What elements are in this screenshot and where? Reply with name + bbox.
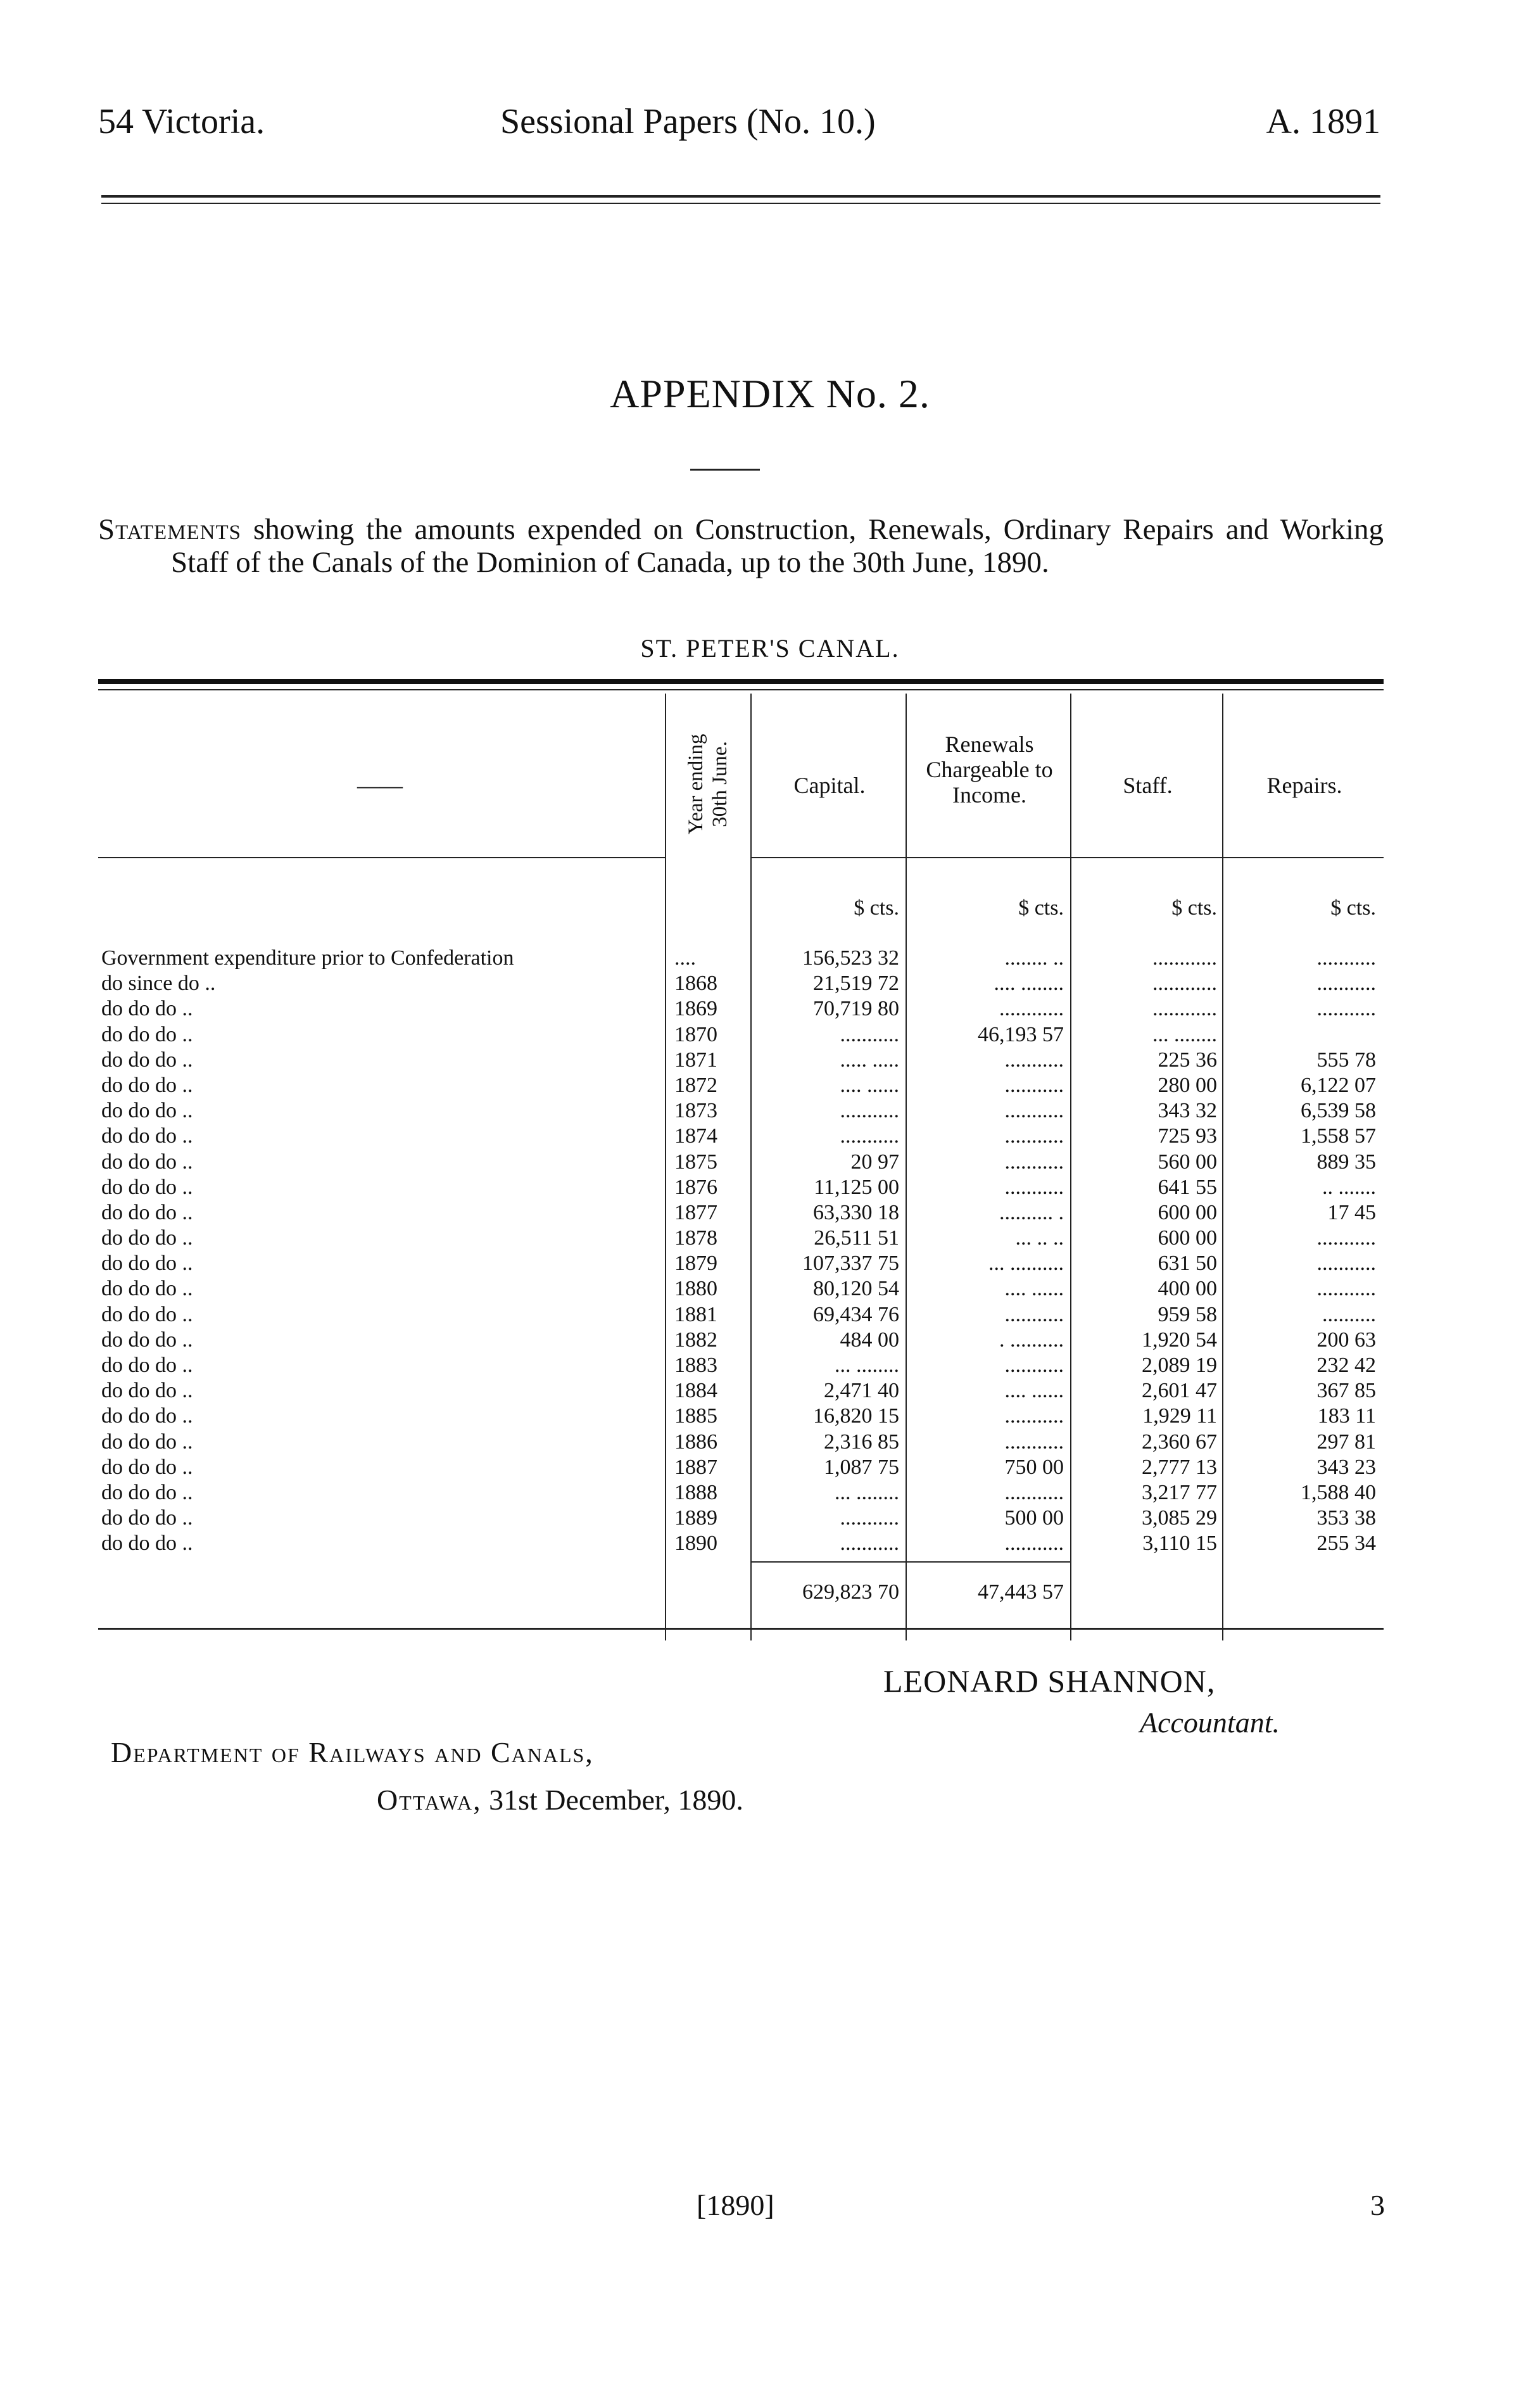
row-staff: 2,089 19 (1142, 1354, 1217, 1377)
row-description: do do do .. (101, 1175, 193, 1199)
table-row (98, 946, 1384, 971)
page-number: 3 (1370, 2189, 1385, 2221)
table-row (98, 1302, 1384, 1328)
row-capital: ... ........ (835, 1354, 899, 1377)
row-year: 1879 (674, 1252, 717, 1276)
table-row (98, 996, 1384, 1022)
row-capital: 80,120 54 (813, 1277, 899, 1301)
row-repairs: 1,558 57 (1301, 1124, 1376, 1148)
row-repairs: 17 45 (1327, 1200, 1376, 1224)
row-year: 1880 (674, 1277, 717, 1301)
row-description: do do do .. (101, 1022, 193, 1046)
row-year: 1884 (674, 1379, 717, 1403)
staff-header: Staff. (1123, 773, 1173, 798)
row-repairs: ........... (1316, 997, 1376, 1021)
row-repairs: 343 23 (1316, 1455, 1376, 1479)
row-repairs: 6,539 58 (1301, 1099, 1376, 1123)
table-row (98, 1022, 1384, 1048)
row-repairs: 353 38 (1316, 1506, 1376, 1530)
row-renewals: .......... . (999, 1200, 1064, 1224)
repairs-unit: $ cts. (1330, 896, 1376, 920)
row-year: 1889 (674, 1506, 717, 1530)
row-staff: 280 00 (1158, 1073, 1217, 1097)
row-capital: 2,316 85 (824, 1430, 899, 1454)
header-left: 54 Victoria. (98, 102, 265, 141)
intro-lead: Statements (98, 513, 241, 546)
signatory-name: LEONARD SHANNON, (883, 1663, 1216, 1699)
row-renewals: ........... (1004, 1099, 1064, 1123)
row-repairs: ........... (1316, 1252, 1376, 1276)
row-description: do do do .. (101, 1379, 193, 1403)
row-renewals: .... ...... (1004, 1277, 1064, 1301)
row-capital: 16,820 15 (813, 1404, 899, 1428)
canal-name: ST. PETER'S CANAL. (640, 634, 900, 663)
row-repairs: 297 81 (1316, 1430, 1376, 1454)
row-description: do do do .. (101, 1302, 193, 1326)
totals-rule (750, 1561, 1070, 1563)
table-row (98, 1480, 1384, 1506)
department-line: Department of Railways and Canals, (111, 1736, 594, 1768)
row-staff: 641 55 (1158, 1175, 1217, 1199)
row-staff: 2,601 47 (1142, 1379, 1217, 1403)
row-staff: 631 50 (1158, 1252, 1217, 1276)
table-row (98, 1124, 1384, 1149)
table-row (98, 1378, 1384, 1404)
header-underline (750, 857, 1384, 858)
row-renewals: ........... (1004, 1302, 1064, 1326)
table-top-rule (98, 679, 1384, 684)
row-renewals: 750 00 (1004, 1455, 1064, 1479)
row-renewals: ........... (1004, 1048, 1064, 1072)
table-row (98, 1073, 1384, 1098)
row-capital: 20 97 (850, 1150, 899, 1174)
row-staff: 1,920 54 (1142, 1328, 1217, 1352)
row-description: do do do .. (101, 1277, 193, 1301)
row-staff: 560 00 (1158, 1150, 1217, 1174)
intro-text: showing the amounts expended on Construction, Renewals, Ordinary Repairs and Working Staff of the Canals of the Dominion of Canada, up to the 30th June, 1890. (171, 513, 1384, 579)
row-capital: 63,330 18 (813, 1200, 899, 1224)
row-description: do do do .. (101, 1455, 193, 1479)
row-description: do do do .. (101, 1073, 193, 1097)
row-description: do do do .. (101, 1480, 193, 1504)
row-year: 1868 (674, 972, 717, 996)
row-year: 1890 (674, 1532, 717, 1556)
row-description: do do do .. (101, 1099, 193, 1123)
row-year: 1881 (674, 1302, 717, 1326)
row-renewals: ........... (1004, 1404, 1064, 1428)
row-repairs: .......... (1322, 1302, 1376, 1326)
row-staff: 725 93 (1158, 1124, 1217, 1148)
row-staff: 959 58 (1158, 1302, 1217, 1326)
capital-total: 629,823 70 (802, 1580, 899, 1604)
row-renewals: ........... (1004, 1150, 1064, 1174)
row-capital: ........... (840, 1532, 899, 1556)
row-repairs: 183 11 (1317, 1404, 1376, 1428)
header-rule-thin (101, 203, 1380, 204)
row-staff: 2,360 67 (1142, 1430, 1217, 1454)
table-row (98, 1506, 1384, 1531)
row-repairs: ........... (1316, 1226, 1376, 1250)
row-capital: ... ........ (835, 1480, 899, 1504)
row-renewals: ... .......... (988, 1252, 1064, 1276)
row-repairs: 367 85 (1316, 1379, 1376, 1403)
row-year: 1878 (674, 1226, 717, 1250)
row-description: do do do .. (101, 1354, 193, 1377)
row-capital: ........... (840, 1099, 899, 1123)
row-year: 1887 (674, 1455, 717, 1479)
row-description: Government expenditure prior to Confederation (101, 946, 514, 970)
table-row (98, 1276, 1384, 1302)
signatory-title: Accountant. (1140, 1706, 1280, 1739)
renewals-unit: $ cts. (1018, 896, 1064, 920)
row-year: 1869 (674, 997, 717, 1021)
row-repairs: ........... (1316, 1277, 1376, 1301)
row-description: do do do .. (101, 1404, 193, 1428)
row-description: do do do .. (101, 1328, 193, 1352)
row-renewals: ........... (1004, 1532, 1064, 1556)
intro-paragraph (98, 513, 1384, 579)
header-rule (101, 195, 1380, 198)
table-row (98, 1404, 1384, 1429)
row-staff: 1,929 11 (1142, 1404, 1217, 1428)
row-repairs: 232 42 (1316, 1354, 1376, 1377)
header-right: A. 1891 (1266, 102, 1380, 141)
renewals-header: Renewals Chargeable to Income. (926, 732, 1053, 808)
header-underline (98, 857, 665, 858)
table-row (98, 1531, 1384, 1556)
row-year: .... (674, 946, 696, 970)
table-row (98, 1430, 1384, 1455)
table-body (98, 946, 1384, 1557)
place-date: 31st December, 1890. (489, 1784, 743, 1816)
row-staff: 400 00 (1158, 1277, 1217, 1301)
row-year: 1873 (674, 1099, 717, 1123)
table-bottom-rule (98, 1628, 1384, 1630)
row-staff: 3,110 15 (1142, 1532, 1217, 1556)
row-year: 1882 (674, 1328, 717, 1352)
row-capital: 26,511 51 (814, 1226, 899, 1250)
row-staff: 3,085 29 (1142, 1506, 1217, 1530)
row-capital: 156,523 32 (802, 946, 899, 970)
row-capital: 107,337 75 (802, 1252, 899, 1276)
row-capital: 1,087 75 (824, 1455, 899, 1479)
row-repairs: .. ....... (1322, 1175, 1376, 1199)
capital-unit: $ cts. (854, 896, 899, 920)
row-repairs: 889 35 (1316, 1150, 1376, 1174)
row-renewals: .... ........ (994, 972, 1064, 996)
row-description: do do do .. (101, 997, 193, 1021)
row-staff: ............ (1152, 997, 1217, 1021)
table-row (98, 1226, 1384, 1251)
table-row (98, 1455, 1384, 1480)
row-year: 1886 (674, 1430, 717, 1454)
row-capital: ........... (840, 1506, 899, 1530)
place-city: Ottawa, (377, 1784, 482, 1816)
row-capital: ..... ..... (840, 1048, 899, 1072)
row-description: do do do .. (101, 1532, 193, 1556)
year-header: Year ending 30th June. (685, 733, 731, 835)
row-repairs: 6,122 07 (1301, 1073, 1376, 1097)
row-year: 1877 (674, 1200, 717, 1224)
row-repairs: ........... (1316, 946, 1376, 970)
row-capital: 484 00 (840, 1328, 899, 1352)
row-renewals: ........... (1004, 1480, 1064, 1504)
row-capital: 2,471 40 (824, 1379, 899, 1403)
row-staff: 2,777 13 (1142, 1455, 1217, 1479)
row-repairs: 255 34 (1316, 1532, 1376, 1556)
row-year: 1876 (674, 1175, 717, 1199)
row-repairs: 555 78 (1316, 1048, 1376, 1072)
renewals-total: 47,443 57 (978, 1580, 1064, 1604)
row-capital: 11,125 00 (814, 1175, 899, 1199)
row-renewals: ........... (1004, 1175, 1064, 1199)
row-repairs: 1,588 40 (1301, 1480, 1376, 1504)
row-year: 1875 (674, 1150, 717, 1174)
header-center: Sessional Papers (No. 10.) (500, 102, 876, 141)
row-staff: 3,217 77 (1142, 1480, 1217, 1504)
row-description: do do do .. (101, 1150, 193, 1174)
row-staff: ............ (1152, 946, 1217, 970)
row-renewals: ........... (1004, 1354, 1064, 1377)
page-title: APPENDIX No. 2. (610, 371, 930, 416)
row-repairs: ........... (1316, 972, 1376, 996)
table-row (98, 1251, 1384, 1276)
row-staff: ............ (1152, 972, 1217, 996)
row-description: do do do .. (101, 1506, 193, 1530)
totals-row (98, 1580, 1384, 1612)
row-description: do do do .. (101, 1430, 193, 1454)
row-renewals: ............ (999, 997, 1064, 1021)
table-top-rule-thin (98, 689, 1384, 690)
table-row (98, 1175, 1384, 1200)
row-renewals: ... .. .. (1015, 1226, 1064, 1250)
row-renewals: . .......... (999, 1328, 1064, 1352)
row-description: do do do .. (101, 1200, 193, 1224)
table-row (98, 1200, 1384, 1226)
table-row (98, 1048, 1384, 1073)
row-year: 1883 (674, 1354, 717, 1377)
table-row (98, 1353, 1384, 1378)
row-renewals: .... ...... (1004, 1379, 1064, 1403)
row-staff: 600 00 (1158, 1200, 1217, 1224)
row-year: 1885 (674, 1404, 717, 1428)
row-year: 1872 (674, 1073, 717, 1097)
row-renewals: ........... (1004, 1430, 1064, 1454)
staff-unit: $ cts. (1171, 896, 1217, 920)
row-year: 1874 (674, 1124, 717, 1148)
row-description: do do do .. (101, 1226, 193, 1250)
row-renewals: ........ .. (1004, 946, 1064, 970)
repairs-header: Repairs. (1266, 773, 1342, 798)
row-staff: 225 36 (1158, 1048, 1217, 1072)
row-capital: ........... (840, 1022, 899, 1046)
row-capital: 69,434 76 (813, 1302, 899, 1326)
row-renewals: 46,193 57 (978, 1022, 1064, 1046)
row-staff: 600 00 (1158, 1226, 1217, 1250)
table-row (98, 1098, 1384, 1124)
row-staff: ... ........ (1152, 1022, 1217, 1046)
expenditure-table (98, 694, 1384, 1640)
description-header: —— (357, 773, 403, 798)
footer-year: [1890] (697, 2189, 774, 2221)
row-description: do do do .. (101, 1252, 193, 1276)
row-capital: .... ...... (840, 1073, 899, 1097)
row-year: 1871 (674, 1048, 717, 1072)
row-renewals: 500 00 (1004, 1506, 1064, 1530)
table-row (98, 1150, 1384, 1175)
capital-header: Capital. (793, 773, 866, 798)
row-year: 1888 (674, 1480, 717, 1504)
row-capital: ........... (840, 1124, 899, 1148)
row-capital: 70,719 80 (813, 997, 899, 1021)
row-description: do do do .. (101, 1124, 193, 1148)
table-row (98, 1328, 1384, 1353)
place-date-line (377, 1783, 743, 1817)
running-header (95, 101, 1387, 152)
row-description: do since do .. (101, 972, 216, 996)
row-staff: 343 32 (1158, 1099, 1217, 1123)
row-year: 1870 (674, 1022, 717, 1046)
row-description: do do do .. (101, 1048, 193, 1072)
row-renewals: ........... (1004, 1124, 1064, 1148)
row-renewals: ........... (1004, 1073, 1064, 1097)
row-capital: 21,519 72 (813, 972, 899, 996)
table-row (98, 971, 1384, 996)
row-repairs: 200 63 (1316, 1328, 1376, 1352)
title-divider (690, 469, 760, 471)
